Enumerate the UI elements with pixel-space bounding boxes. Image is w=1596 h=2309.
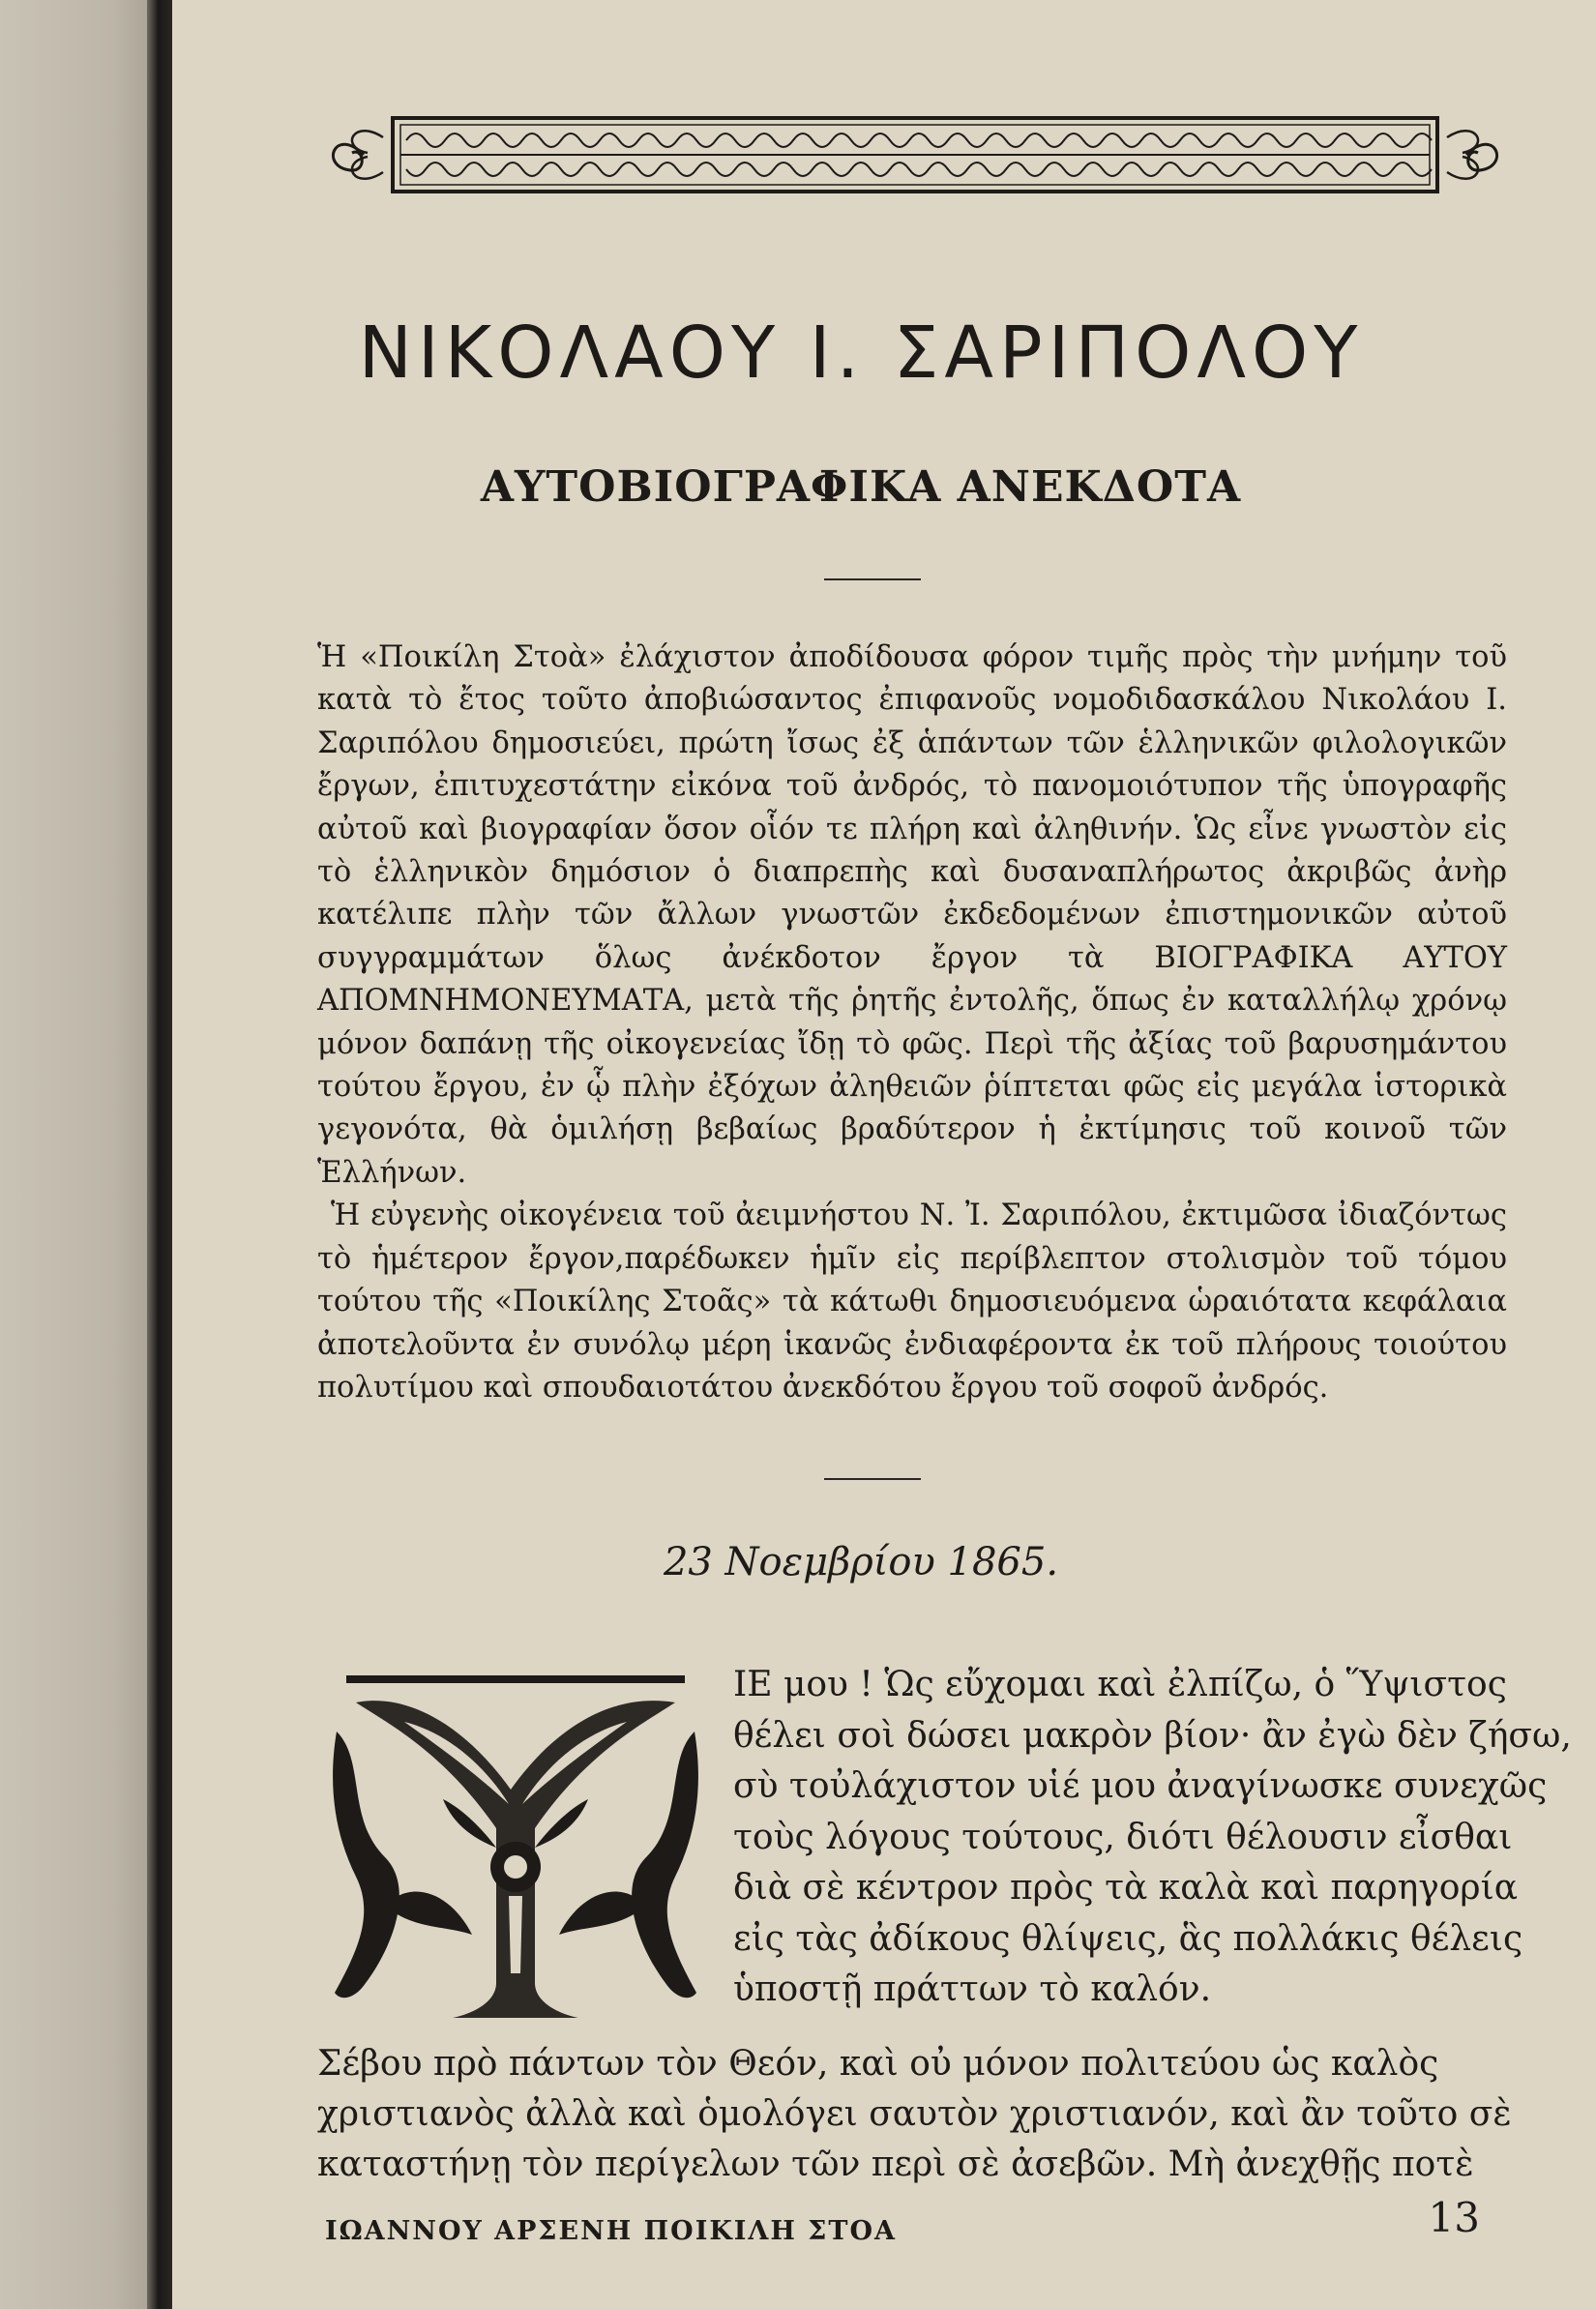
- letter-line: ὑποστῇ πράττων τὸ καλόν.: [733, 1969, 1212, 2009]
- article-subtitle: ΑΥΤΟΒΙΟΓΡΑΦΙΚΑ ΑΝΕΚΔΟΤΑ: [480, 462, 1242, 512]
- letter-line: εἰς τὰς ἀδίκους θλίψεις, ἃς πολλάκις θέλεις: [733, 1918, 1523, 1959]
- letter-line: διὰ σὲ κέντρον πρὸς τὰ καλὰ καὶ παρηγορία: [733, 1868, 1519, 1908]
- intro-paragraph: Ἡ «Ποικίλη Στοὰ» ἐλάχιστον ἀποδίδουσα φόρον τιμῆς πρὸς τὴν μνήμην τοῦ κατὰ τὸ ἔτος τοῦτο ἀποβιώσαντος ἐπιφανοῦς νομοδιδασκάλου Νικολάου Ι. Σαριπόλου δημοσιεύει, πρώτη ἴσως ἐξ ἁπάντων τῶν ἑλληνικῶν φιλολογικῶν ἔργων, ἐπιτυχεστάτην εἰκόνα τοῦ ἀνδρός, τὸ πανομοιότυπον τῆς ὑπογραφῆς αὐτοῦ καὶ βιογραφίαν ὅσον οἷόν τε πλήρη καὶ ἀληθινήν. Ὡς εἶνε γνωστὸν εἰς τὸ ἑλληνικὸν δημόσιον ὁ διαπρεπὴς καὶ δυσαναπλήρωτος ἀκριβῶς ἀνὴρ κατέλιπε πλὴν τῶν ἄλλων γνωστῶν ἐκδεδομένων ἐπιστημονικῶν αὐτοῦ συγγραμμάτων ὅλως ἀνέκδοτον ἔργον τὰ ΒΙΟΓΡΑΦΙΚΑ ΑΥΤΟΥ ΑΠΟΜΝΗΜΟΝΕΥΜΑΤΑ, μετὰ τῆς ῥητῆς ἐντολῆς, ὅπως ἐν καταλλήλῳ χρόνῳ μόνον δαπάνῃ τῆς οἰκογενείας ἴδῃ τὸ φῶς. Περὶ τῆς ἀξίας τοῦ βαρυσημάντου τούτου ἔργου, ἐν ᾧ πλὴν ἐξόχων ἀληθειῶν ῥίπτεται φῶς εἰς μεγάλα ἱστορικὰ γεγονότα, θὰ ὁμιλήσῃ βεβαίως βραδύτερον ἡ ἐκτίμησις τοῦ κοινοῦ τῶν Ἑλλήνων.: [317, 640, 1507, 1190]
- letter-line: τοὺς λόγους τούτους, διότι θέλουσιν εἶσθαι: [733, 1817, 1513, 1857]
- letter-line: καταστήνῃ τὸν περίγελων τῶν περὶ σὲ ἀσεβῶν. Μὴ ἀνεχθῇς ποτὲ: [317, 2145, 1474, 2184]
- letter-line: θέλει σοὶ δώσει μακρὸν βίον· ἂν ἐγὼ δὲν ζήσω,: [733, 1715, 1572, 1756]
- letter-line: Σέβου πρὸ πάντων τὸν Θεόν, καὶ οὐ μόνον πολιτεύου ὡς καλὸς: [317, 2044, 1439, 2084]
- editorial-intro: [317, 636, 1507, 1409]
- letter-line: σὺ τοὐλάχιστον υἱέ μου ἀναγίνωσκε συνεχῶς: [733, 1766, 1548, 1806]
- letter-dateline: 23 Νοεμβρίου 1865.: [663, 1540, 1059, 1584]
- intro-paragraph: Ἡ εὐγενὴς οἰκογένεια τοῦ ἀειμνήστου Ν. Ἰ. Σαριπόλου, ἐκτιμῶσα ἰδιαζόντως τὸ ἡμέτερον ἔργον,παρέδωκεν ἡμῖν εἰς περίβλεπτον στολισμὸν τοῦ τόμου τούτου τῆς «Ποικίλης Στοᾶς» τὰ κάτωθι δημοσιευόμενα ὡραιότατα κεφάλαια ἀποτελοῦντα ἐν συνόλῳ μέρη ἱκανῶς ἐνδιαφέροντα ἐκ τοῦ πλήρους τοιούτου πολυτίμου καὶ σπουδαιοτάτου ἀνεκδότου ἔργου τοῦ σοφοῦ ἀνδρός.: [317, 1199, 1507, 1405]
- letter-line: ΙΕ μου ! Ὡς εὔχομαι καὶ ἐλπίζω, ὁ Ὕψιστος: [733, 1665, 1507, 1704]
- divider: [824, 578, 921, 580]
- letter-continuation: [317, 2039, 1512, 2190]
- letter-line: χριστιανὸς ἀλλὰ καὶ ὁμολόγει σαυτὸν χριστιανόν, καὶ ἂν τοῦτο σὲ: [317, 2094, 1512, 2134]
- decorated-initial-icon: [327, 1664, 704, 2037]
- letter-opening: [733, 1660, 1572, 2016]
- page-number: 13: [1428, 2194, 1480, 2241]
- book-gutter: [0, 0, 160, 2309]
- divider: [824, 1478, 921, 1480]
- page-fold-shadow: [147, 0, 172, 2309]
- header-ornament-icon: [325, 108, 1505, 201]
- running-footer-title: ΙΩΑΝΝΟΥ ΑΡΣΕΝΗ ΠΟΙΚΙΛΗ ΣΤΟΑ: [325, 2216, 897, 2246]
- article-title: ΝΙΚΟΛΑΟΥ Ι. ΣΑΡΙΠΟΛΟΥ: [358, 311, 1364, 395]
